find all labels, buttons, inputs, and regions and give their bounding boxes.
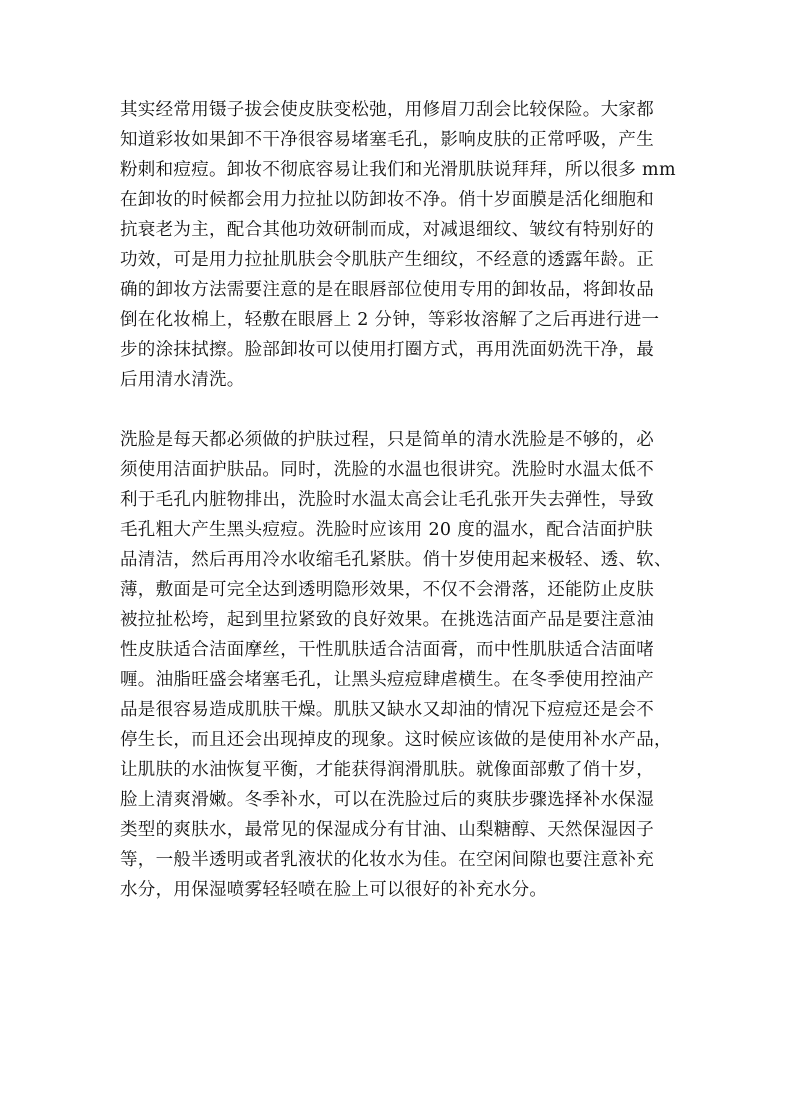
text-line: 被拉扯松垮，起到里拉紧致的良好效果。在挑选洁面产品是要注意油	[120, 610, 654, 630]
text-line: 知道彩妆如果卸不干净很容易堵塞毛孔，影响皮肤的正常呼吸，产生	[120, 130, 654, 150]
paragraph-makeup-removal	[120, 95, 676, 395]
text-line: 洗脸是每天都必须做的护肤过程，只是简单的清水洗脸是不够的，必	[120, 430, 654, 450]
text-line: 品是很容易造成肌肤干燥。肌肤又缺水又却油的情况下痘痘还是会不	[120, 700, 654, 720]
text-line: 停生长，而且还会出现掉皮的现象。这时候应该做的是使用补水产品，	[120, 730, 672, 750]
text-line: 品清洁，然后再用冷水收缩毛孔紧肤。俏十岁使用起来极轻、透、软、	[120, 550, 672, 570]
paragraph-face-washing	[120, 425, 676, 905]
text-line: 喱。油脂旺盛会堵塞毛孔，让黑头痘痘肆虐横生。在冬季使用控油产	[120, 670, 654, 690]
text-line: 粉刺和痘痘。卸妆不彻底容易让我们和光滑肌肤说拜拜，所以很多 mm	[120, 160, 676, 180]
text-line: 倒在化妆棉上，轻敷在眼唇上 2 分钟，等彩妆溶解了之后再进行进一	[120, 310, 660, 330]
text-line: 抗衰老为主，配合其他功效研制而成，对减退细纹、皱纹有特别好的	[120, 220, 654, 240]
text-line: 利于毛孔内脏物排出，洗脸时水温太高会让毛孔张开失去弹性，导致	[120, 490, 654, 510]
text-line: 类型的爽肤水，最常见的保湿成分有甘油、山梨糖醇、天然保湿因子	[120, 820, 654, 840]
text-line: 脸上清爽滑嫩。冬季补水，可以在洗脸过后的爽肤步骤选择补水保湿	[120, 790, 654, 810]
text-line: 其实经常用镊子拔会使皮肤变松弛，用修眉刀刮会比较保险。大家都	[120, 100, 654, 120]
text-line: 薄，敷面是可完全达到透明隐形效果，不仅不会滑落，还能防止皮肤	[120, 580, 654, 600]
text-line: 让肌肤的水油恢复平衡，才能获得润滑肌肤。就像面部敷了俏十岁，	[120, 760, 654, 780]
text-line: 后用清水清洗。	[120, 370, 245, 390]
text-line: 毛孔粗大产生黑头痘痘。洗脸时应该用 20 度的温水，配合洁面护肤	[120, 520, 653, 540]
text-line: 在卸妆的时候都会用力拉扯以防卸妆不净。俏十岁面膜是活化细胞和	[120, 190, 654, 210]
text-line: 步的涂抹拭擦。脸部卸妆可以使用打圈方式，再用洗面奶洗干净，最	[120, 340, 654, 360]
text-line: 水分，用保湿喷雾轻轻喷在脸上可以很好的补充水分。	[120, 880, 548, 900]
paragraph-spacer	[120, 395, 676, 425]
text-line: 性皮肤适合洁面摩丝，干性肌肤适合洁面膏，而中性肌肤适合洁面啫	[120, 640, 654, 660]
text-line: 确的卸妆方法需要注意的是在眼唇部位使用专用的卸妆品，将卸妆品	[120, 280, 654, 300]
document-body	[120, 95, 676, 905]
text-line: 等，一般半透明或者乳液状的化妆水为佳。在空闲间隙也要注意补充	[120, 850, 654, 870]
text-line: 须使用洁面护肤品。同时，洗脸的水温也很讲究。洗脸时水温太低不	[120, 460, 654, 480]
text-line: 功效，可是用力拉扯肌肤会令肌肤产生细纹，不经意的透露年龄。正	[120, 250, 654, 270]
